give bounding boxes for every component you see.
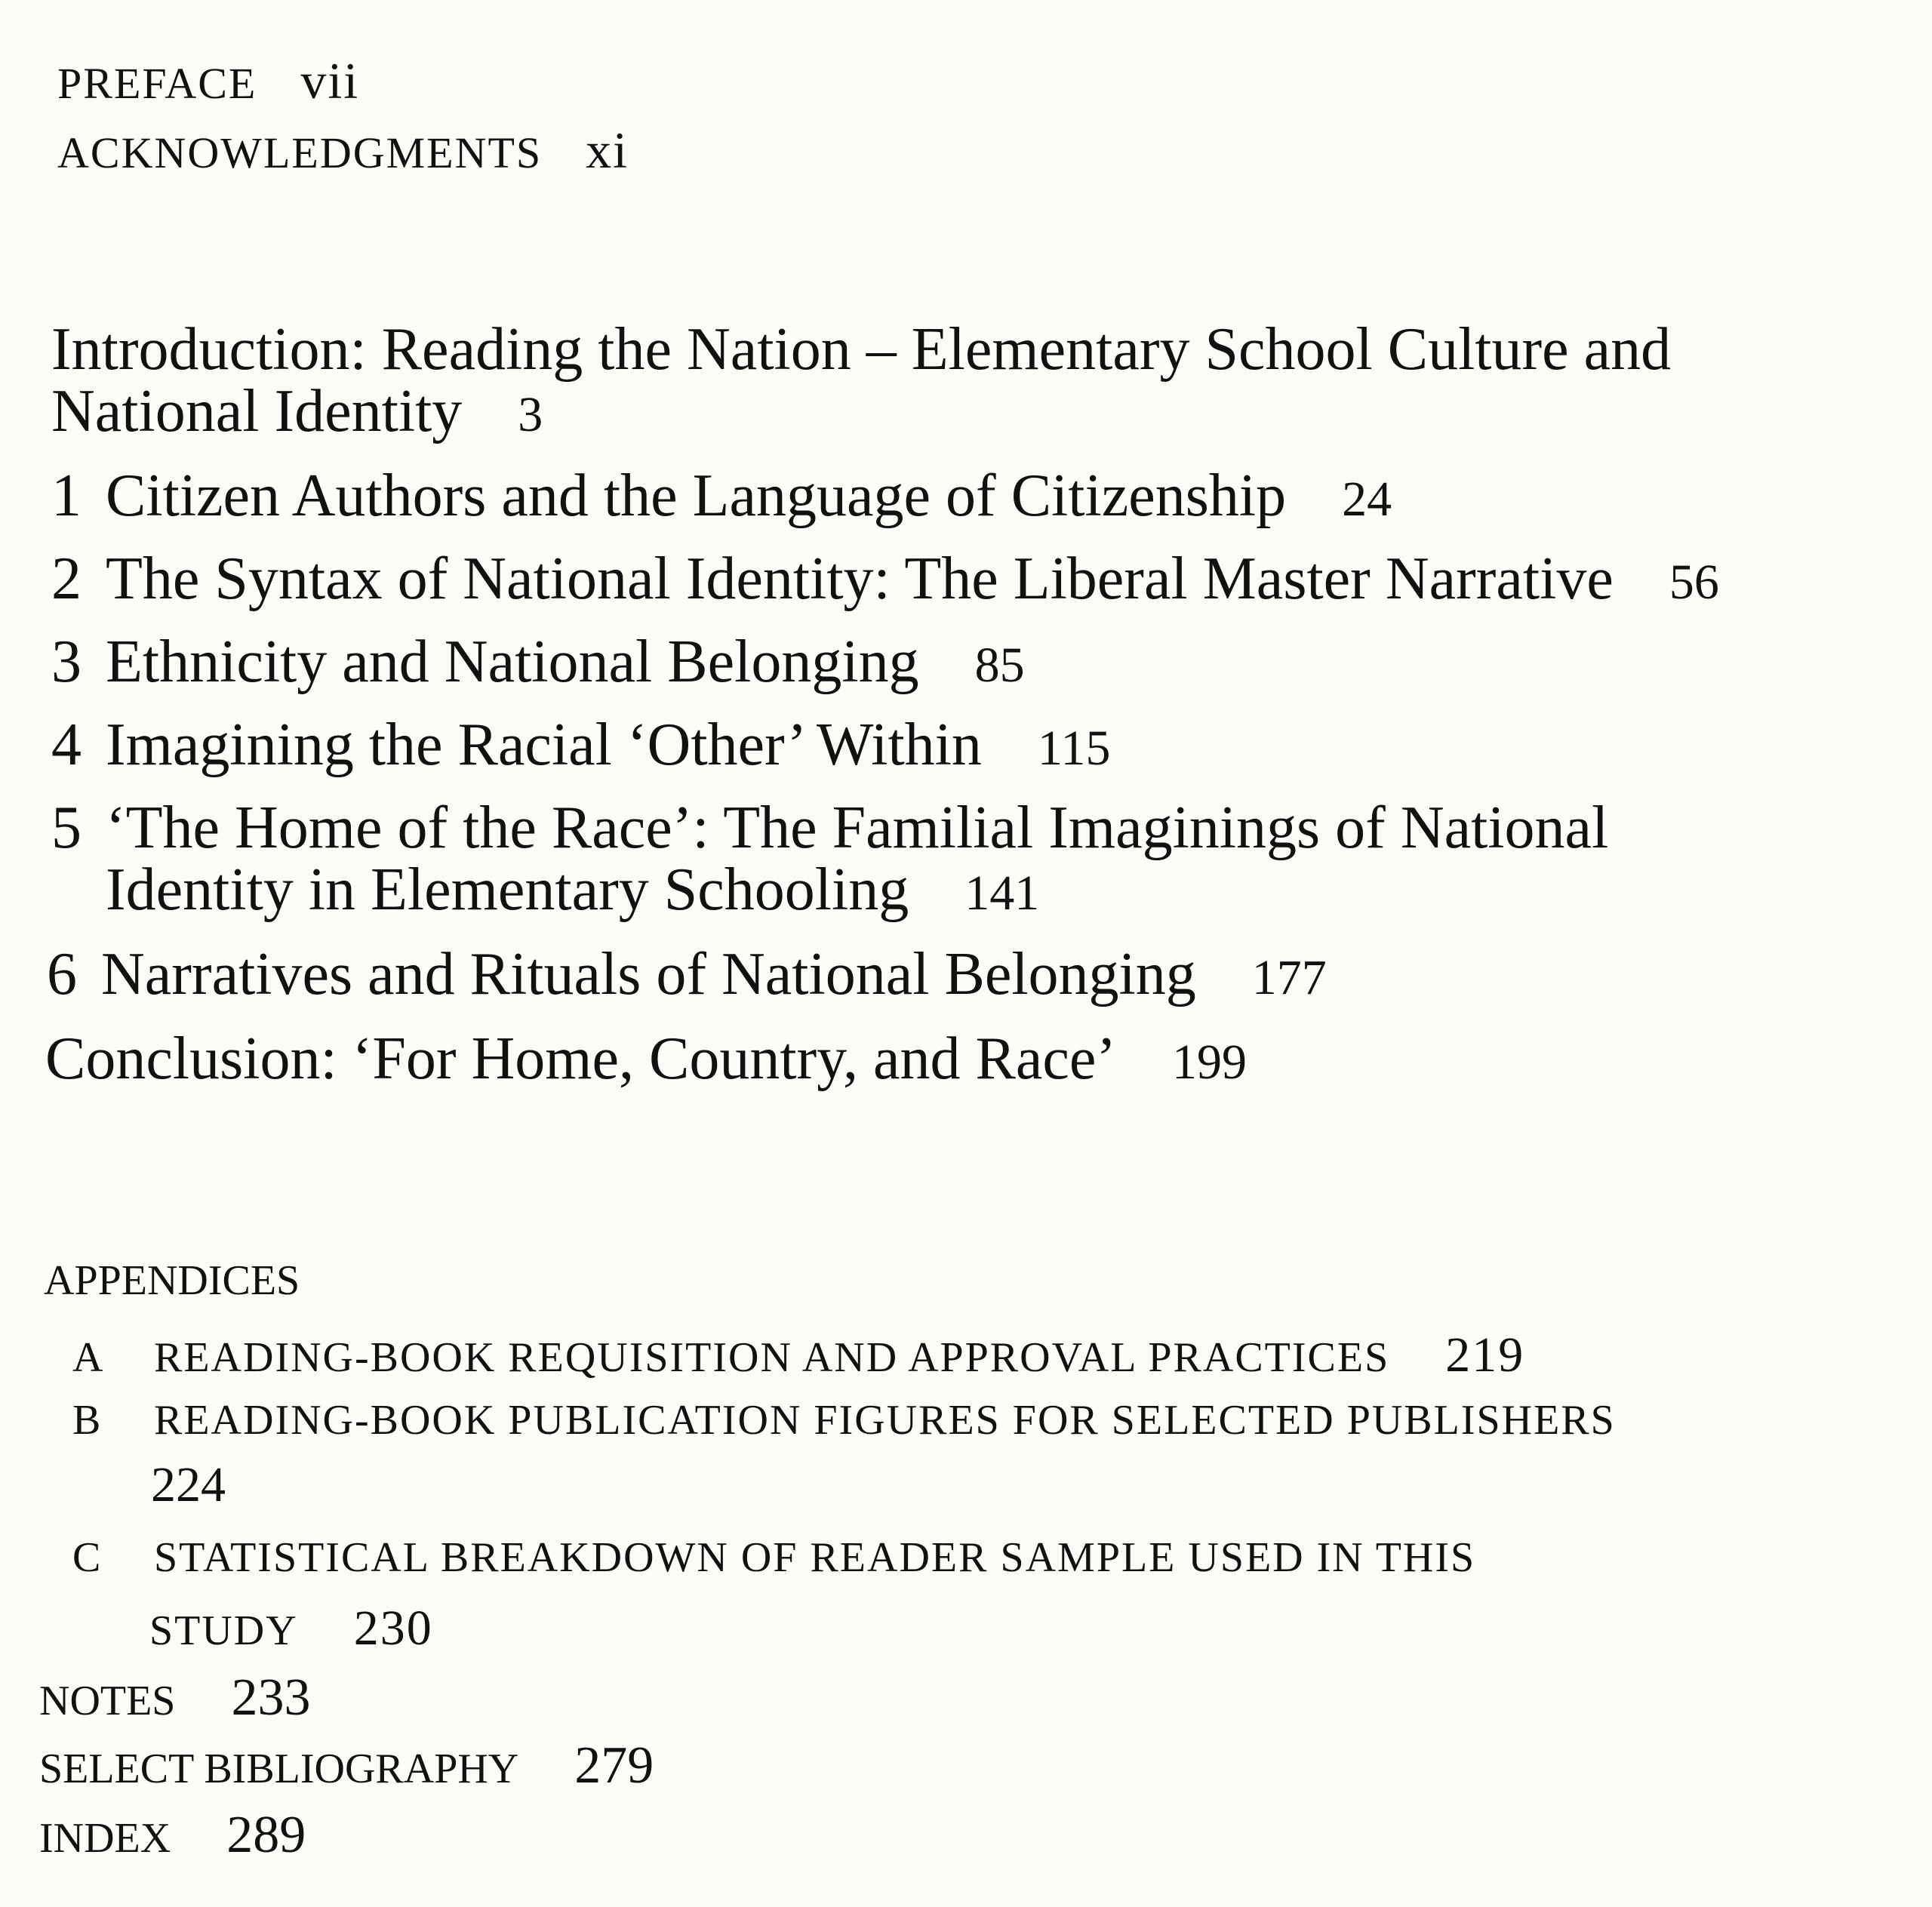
entry-title: READING-BOOK REQUISITION AND APPROVAL PRACTICES (154, 1334, 1390, 1381)
toc-entry-chapter-6 (47, 940, 1327, 1009)
toc-entry-chapter-5-line1 (51, 794, 1608, 863)
entry-title: National Identity (51, 378, 463, 444)
entry-title: Identity in Elementary Schooling (106, 857, 909, 923)
appendix-letter: B (72, 1397, 103, 1444)
appendix-letter: C (72, 1534, 103, 1581)
entry-page-number: 56 (1669, 555, 1719, 610)
toc-entry-chapter-5-line2 (106, 856, 1039, 924)
chapter-number: 2 (51, 546, 82, 612)
entry-page-number: xi (586, 121, 629, 179)
toc-entry-appendix-b-line1 (72, 1396, 1616, 1444)
entry-title: ‘The Home of the Race’: The Familial Imaginings of National (106, 795, 1609, 861)
toc-entry-conclusion (45, 1025, 1247, 1093)
toc-entry-notes (39, 1668, 310, 1728)
toc-entry-chapter-4 (51, 711, 1110, 780)
entry-page-number: 115 (1037, 721, 1111, 776)
appendices-heading: APPENDICES (44, 1257, 300, 1304)
entry-page-number: 199 (1172, 1035, 1247, 1090)
toc-entry-chapter-3 (51, 628, 1025, 697)
toc-entry-appendix-c-line1 (72, 1533, 1475, 1582)
entry-label: ACKNOWLEDGMENTS (57, 128, 543, 177)
toc-entry-preface (57, 51, 359, 111)
entry-title: Ethnicity and National Belonging (106, 629, 919, 695)
entry-page-number: 24 (1342, 472, 1392, 527)
entry-page-number: 279 (574, 1736, 654, 1795)
entry-page-number: 233 (231, 1669, 311, 1727)
toc-entry-appendix-a (72, 1327, 1524, 1384)
entry-page-number: 85 (974, 638, 1025, 693)
toc-entry-acknowledgments (57, 121, 629, 180)
entry-page-number: 177 (1251, 950, 1327, 1005)
entry-page-number: 224 (151, 1457, 226, 1512)
chapter-number: 6 (47, 941, 77, 1007)
chapter-number: 4 (51, 712, 82, 778)
entry-title: Conclusion: ‘For Home, Country, and Race’ (45, 1026, 1117, 1092)
entry-label: PREFACE (57, 59, 257, 108)
entry-label: NOTES (39, 1678, 176, 1724)
entry-label: INDEX (39, 1815, 171, 1862)
entry-label: SELECT BIBLIOGRAPHY (39, 1746, 519, 1792)
appendix-letter: A (72, 1334, 105, 1381)
entry-page-number: vii (300, 52, 360, 109)
entry-title: Citizen Authors and the Language of Citizenship (106, 463, 1287, 529)
chapter-number: 3 (51, 629, 82, 695)
toc-entry-chapter-1 (51, 462, 1392, 531)
toc-entry-chapter-2 (51, 545, 1719, 614)
entry-page-number: 230 (353, 1601, 433, 1656)
toc-entry-index (39, 1805, 306, 1865)
entry-page-number: 289 (226, 1806, 306, 1864)
entry-page-number: 219 (1445, 1327, 1525, 1383)
entry-title: STUDY (149, 1607, 298, 1654)
entry-title: Introduction: Reading the Nation – Elementary School Culture and (51, 316, 1672, 383)
entry-title: The Syntax of National Identity: The Liberal Master Narrative (106, 546, 1614, 612)
entry-title: Imagining the Racial ‘Other’ Within (106, 712, 982, 778)
toc-entry-introduction-line1 (51, 315, 1671, 384)
toc-entry-introduction-line2 (51, 377, 543, 446)
toc-entry-select-bibliography (39, 1736, 654, 1796)
toc-entry-appendix-b-line2 (151, 1456, 226, 1514)
entry-title: READING-BOOK PUBLICATION FIGURES FOR SELECTED PUBLISHERS (154, 1397, 1616, 1444)
entry-title: Narratives and Rituals of National Belonging (101, 941, 1196, 1007)
chapter-number: 1 (51, 463, 82, 529)
entry-page-number: 3 (518, 387, 543, 442)
toc-entry-appendix-c-line2 (149, 1600, 433, 1657)
entry-page-number: 141 (964, 866, 1040, 921)
chapter-number: 5 (51, 795, 82, 861)
entry-title: STATISTICAL BREAKDOWN OF READER SAMPLE USED IN THIS (154, 1534, 1476, 1581)
